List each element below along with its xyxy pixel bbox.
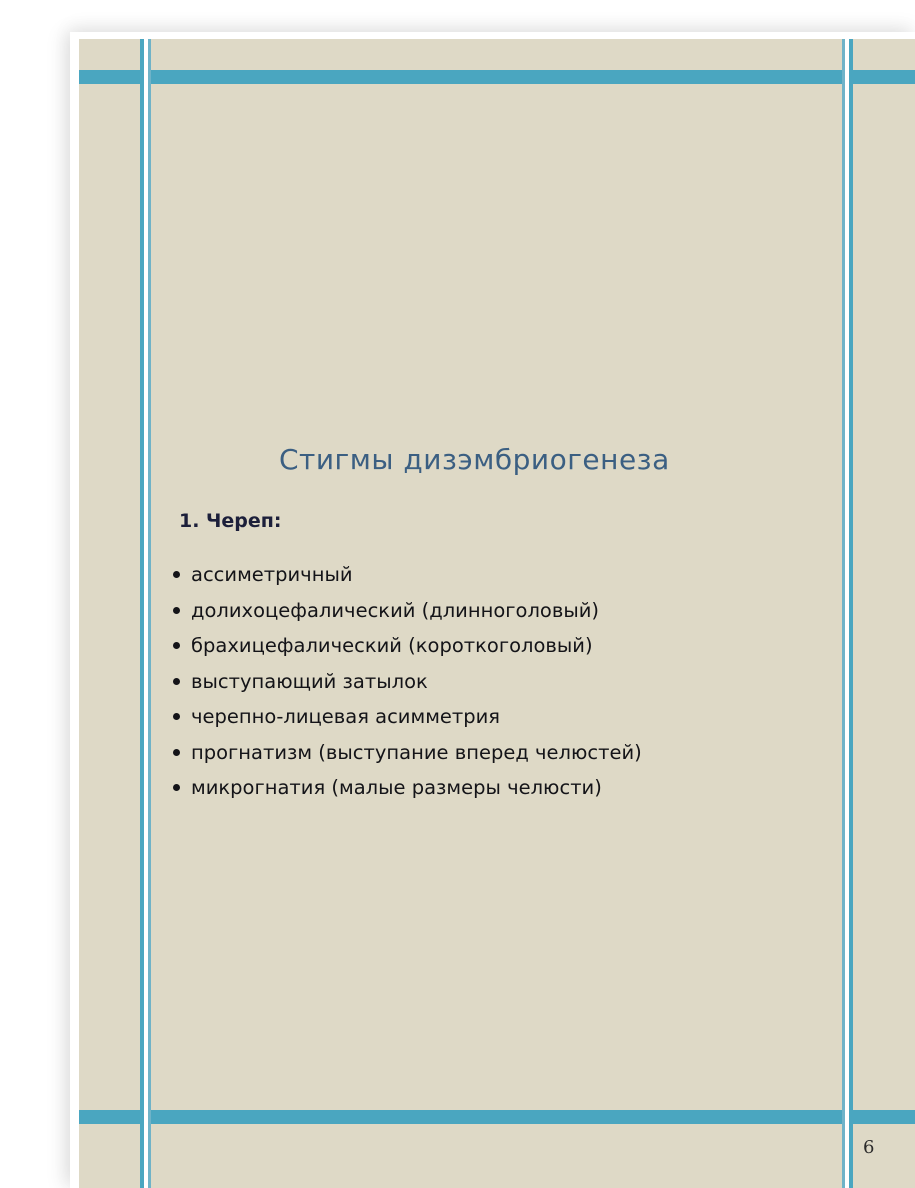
list-item: [173, 699, 642, 735]
list-item: [173, 735, 642, 771]
bullet-icon: [173, 571, 180, 578]
list-item: [173, 557, 642, 593]
bullet-icon: [173, 784, 180, 791]
right-border-line: [849, 39, 853, 1188]
list-item: [173, 628, 642, 664]
list-item-text: долихоцефалический (длинноголовый): [191, 598, 600, 622]
list-item-text: микрогнатия (малые размеры челюсти): [191, 776, 602, 799]
list-item-text: выступающий затылок: [191, 669, 428, 693]
list-item: [173, 770, 642, 806]
list-item: [173, 664, 642, 700]
bullet-icon: [173, 678, 180, 685]
section-heading: 1. Череп:: [179, 510, 282, 532]
left-border-line-inner: [148, 39, 151, 1188]
bullet-icon: [173, 713, 180, 720]
slide-page: [79, 39, 915, 1188]
slide-title: Стигмы дизэмбриогенеза: [279, 443, 670, 476]
bullet-icon: [173, 749, 180, 756]
bottom-accent-bar: [79, 1110, 915, 1124]
list-item-text: брахицефалический (короткоголовый): [191, 634, 593, 657]
list-item-text: черепно-лицевая асимметрия: [191, 705, 501, 728]
list-item-text: ассиметричный: [191, 563, 353, 586]
bullet-list: [173, 557, 642, 806]
page-number: 6: [863, 1137, 875, 1158]
list-item: [173, 593, 642, 629]
top-accent-bar: [79, 70, 915, 84]
list-item-text: прогнатизм (выступание вперед челюстей): [191, 740, 642, 764]
bullet-icon: [173, 607, 180, 614]
bullet-icon: [173, 642, 180, 649]
